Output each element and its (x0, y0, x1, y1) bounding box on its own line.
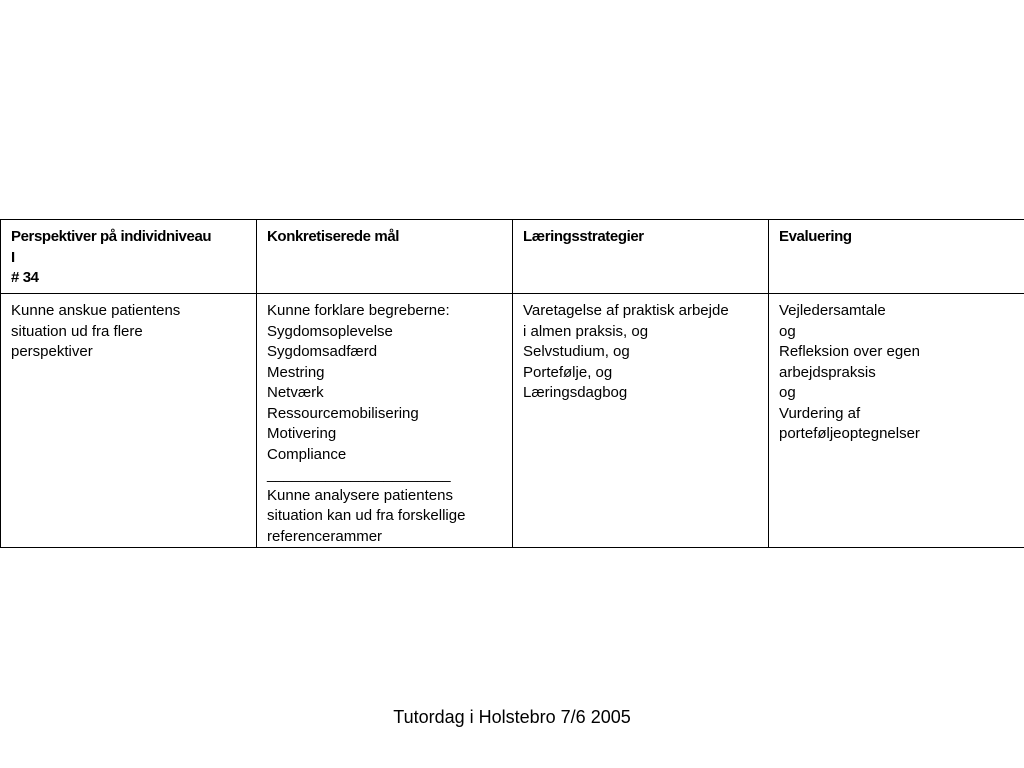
table-header-row (1, 220, 1024, 294)
header-line: # 34 (11, 269, 39, 286)
cell-line: Vurdering af (779, 404, 861, 422)
cell-line: Varetagelse af praktisk arbejde (523, 302, 729, 319)
header-line: Konkretiserede mål (267, 228, 400, 245)
cell-line: Vejledersamtale (779, 302, 886, 319)
cell-evaluation (769, 294, 1024, 548)
header-evaluation (769, 220, 1024, 294)
header-line: Evaluering (779, 228, 852, 245)
cell-line: Kunne analysere patientens (267, 486, 453, 504)
cell-goals (257, 294, 513, 548)
cell-line: Netværk (267, 384, 324, 401)
cell-line: Sygdomsadfærd (267, 343, 378, 360)
cell-perspectives (1, 294, 257, 548)
cell-strategies (513, 294, 769, 548)
cell-line: Kunne anskue patientens (11, 302, 181, 319)
table-row (1, 294, 1024, 548)
cell-line: porteføljeoptegnelser (779, 425, 920, 442)
cell-line: Selvstudium, og (523, 343, 630, 360)
cell-line: situation kan ud fra forskellige (267, 507, 466, 524)
header-perspectives (1, 220, 257, 294)
header-line: Læringsstrategier (523, 228, 644, 245)
cell-line: perspektiver (11, 343, 93, 360)
cell-line: og (779, 322, 796, 340)
slide-footer: Tutordag i Holstebro 7/6 2005 (393, 707, 631, 727)
divider-rule: ______________________ (267, 466, 451, 483)
cell-line: arbejdspraksis (779, 363, 876, 381)
cell-line: Mestring (267, 363, 325, 381)
cell-line: situation ud fra flere (11, 322, 143, 340)
cell-line: Portefølje, og (523, 363, 613, 381)
cell-line: Compliance (267, 445, 347, 463)
cell-line: Læringsdagbog (523, 384, 628, 401)
cell-line: Ressourcemobilisering (267, 404, 419, 422)
cell-line: Sygdomsoplevelse (267, 322, 393, 340)
cell-line: og (779, 384, 796, 401)
cell-line: referencerammer (267, 527, 383, 545)
header-strategies (513, 220, 769, 294)
cell-line: Motivering (267, 425, 337, 442)
cell-line: Refleksion over egen (779, 343, 920, 360)
cell-line: Kunne forklare begreberne: (267, 302, 450, 319)
header-goals (257, 220, 513, 294)
header-line: Perspektiver på individniveau (11, 228, 212, 245)
header-line: I (11, 248, 15, 266)
cell-line: i almen praksis, og (523, 322, 649, 340)
curriculum-table (0, 219, 1024, 548)
